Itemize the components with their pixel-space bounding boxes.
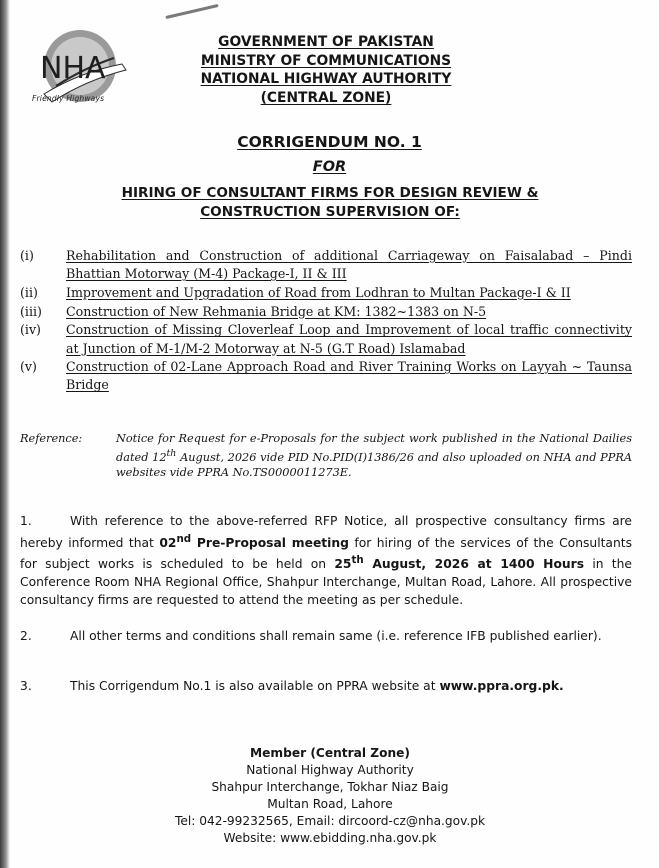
scope-list (20, 247, 632, 395)
para1-text-g: in the Conference Room NHA Regional Office, Shahpur Interchange, Multan Road, Lahore. All prospective consultancy firms are requested to attend the meeting as per schedule. (20, 557, 632, 607)
staple-mark (165, 4, 218, 19)
signatory-contact: Tel: 042-99232565, Email: dircoord-cz@nha.gov.pk (174, 813, 486, 828)
subject-line-2: CONSTRUCTION SUPERVISION OF: (200, 204, 460, 220)
letterhead-zone: (CENTRAL ZONE) (260, 89, 392, 106)
signatory-address-1: Shahpur Interchange, Tokhar Niaz Baig (211, 779, 449, 794)
list-item (20, 247, 632, 283)
para1-meeting-label: Pre-Proposal meeting (191, 535, 349, 550)
list-item-text: Construction of 02-Lane Approach Road and River Training Works on Layyah ~ Taunsa Bridge (66, 359, 632, 393)
scan-shadow-edge (0, 0, 10, 868)
list-item-number: (ii) (20, 284, 38, 300)
para3-end: . (559, 679, 564, 693)
letterhead (160, 33, 492, 107)
logo-tagline: Friendly Highways (32, 94, 105, 103)
reference-text-a: Notice for Request for e-Proposals for the subject work published in the National Dailies dated 12 (116, 432, 632, 464)
list-item-number: (iii) (20, 303, 42, 319)
reference-superscript: th (166, 448, 177, 460)
paragraph-1 (20, 513, 632, 609)
signatory-address-2: Multan Road, Lahore (267, 796, 393, 811)
para1-meeting-ordinal: 02 (159, 535, 177, 550)
subject-line-1: HIRING OF CONSULTANT FIRMS FOR DESIGN REVIEW & (121, 185, 539, 201)
list-item (20, 303, 632, 321)
paragraph-2 (20, 628, 632, 646)
letterhead-ministry: MINISTRY OF COMMUNICATIONS (200, 52, 452, 69)
list-item-text: Construction of Missing Cloverleaf Loop and Improvement of local traffic connectivity at Junction of M-1/M-2 Motorway at N-5 (G.T Road) Islamabad (66, 322, 632, 356)
list-item (20, 321, 632, 357)
para1-ordinal-suffix: nd (176, 532, 192, 545)
para2-text: All other terms and conditions shall remain same (i.e. reference IFB published earlier). (70, 629, 602, 643)
letterhead-government: GOVERNMENT OF PAKISTAN (218, 34, 434, 50)
subject-heading (70, 184, 590, 222)
signatory-website: Website: www.ebidding.nha.gov.pk (223, 830, 437, 845)
list-item (20, 284, 632, 302)
para1-date-time: August, 2026 at 1400 Hours (363, 557, 585, 572)
ppra-website-link[interactable]: www.ppra.org.pk (439, 679, 560, 693)
para1-date-day: 25 (334, 557, 352, 572)
list-item-text: Improvement and Upgradation of Road from Lodhran to Multan Package-I & II (66, 284, 571, 300)
reference-text-b: August, 2026 vide PID No.PID(I)1386/26 and also uploaded on NHA and PPRA websites vide PPRA No.TS0000011273E. (116, 450, 632, 480)
signatory-organization: National Highway Authority (246, 762, 414, 777)
letterhead-authority: NATIONAL HIGHWAY AUTHORITY (200, 71, 452, 88)
paragraph-3 (20, 678, 632, 696)
signature-block (130, 745, 530, 846)
list-item (20, 358, 632, 394)
signatory-title: Member (Central Zone) (250, 746, 410, 760)
para3-text: This Corrigendum No.1 is also available on PPRA website at (70, 679, 440, 693)
list-item-text: Rehabilitation and Construction of additional Carriageway on Faisalabad – Pindi Bhattian Motorway (M-4) Package-I, II & III (66, 248, 632, 282)
reference-text (116, 431, 632, 480)
paragraph-number: 1. (20, 514, 32, 528)
logo-text: NHA (40, 51, 106, 86)
list-item-text: Construction of New Rehmania Bridge at KM: 1382~1383 on N-5 (66, 303, 487, 319)
paragraph-number: 2. (20, 629, 32, 643)
title-for: FOR (312, 159, 347, 175)
list-item-number: (iv) (20, 322, 41, 338)
para1-text-a: With reference to the above-referred RFP Notice, all prospective consultancy firms are hereby informed that (20, 514, 632, 550)
reference-label: Reference: (20, 432, 83, 445)
para1-date-suffix: th (351, 554, 364, 567)
reference-block (20, 431, 632, 480)
list-item-number: (v) (20, 359, 37, 375)
document-title: CORRIGENDUM NO. 1 (237, 133, 422, 151)
list-item-number: (i) (20, 248, 34, 263)
paragraph-number: 3. (20, 679, 32, 693)
para1-text-d: for hiring of the services of the Consultants for subject works is scheduled to be held on (20, 535, 632, 572)
